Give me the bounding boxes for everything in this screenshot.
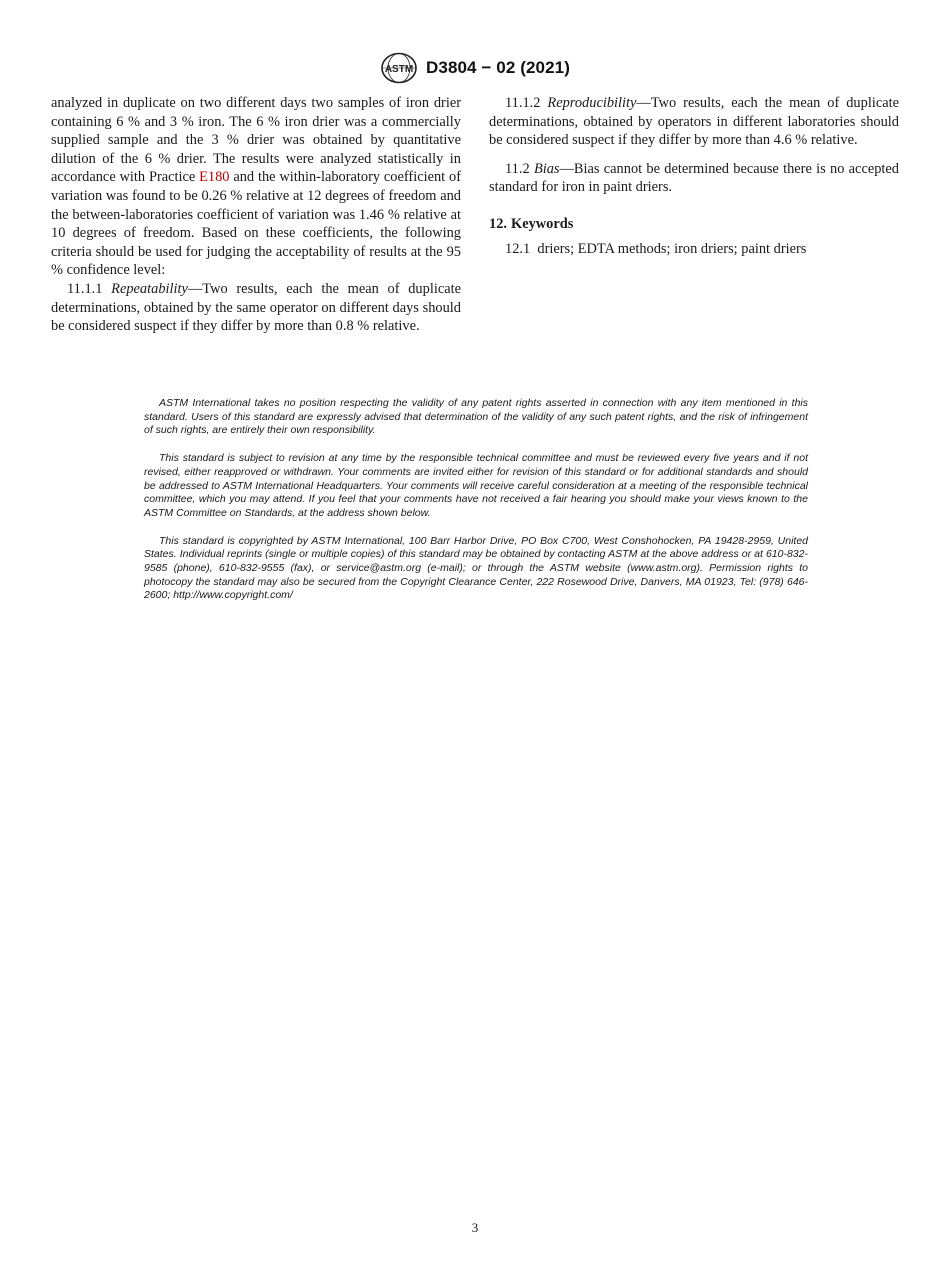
page-number: 3 <box>471 1220 479 1235</box>
revision-notice: This standard is subject to revision at any time by the responsible technical committee and must be reviewed every five years and if not revised, either reapproved or withdrawn. Your comments are invited either for revision of this standard or for additional standards and should be addressed to ASTM International Headquarters. Your comments will receive careful consideration at a meeting of the responsible technical committee, which you may attend. If you feel that your comments have not received a fair hearing you should make your views known to the ASTM Committee on Standards, at the address shown below. <box>144 452 808 519</box>
svg-text:ASTM: ASTM <box>384 64 414 75</box>
reproducibility-paragraph: 11.1.2 Reproducibility—Two results, each the mean of duplicate determinations, obtained by operators in different laboratories should be considered suspect if they differ by more than 4.6 % relative. <box>489 95 899 149</box>
standard-designation: D3804 − 02 (2021) <box>426 58 570 77</box>
legal-notices <box>144 397 808 617</box>
right-column <box>489 94 899 258</box>
repeatability-paragraph: 11.1.1 Repeatability—Two results, each the mean of duplicate determinations, obtained by the same operator on different days should be considered suspect if they differ by more than 0.8 % relative. <box>51 280 461 335</box>
copyright-notice: This standard is copyrighted by ASTM International, 100 Barr Harbor Drive, PO Box C700, West Conshohocken, PA 19428-2959, United States. Individual reprints (single or multiple copies) of this standard may be obtained by contacting ASTM at the above address or at 610-832-9585 (phone), 610-832-9555 (fax), or service@astm.org (e-mail); or through the ASTM website (www.astm.org). Permission rights to photocopy the standard may also be secured from the Copyright Clearance Center, 222 Rosewood Drive, Danvers, MA 01923, Tel: (978) 646-2600; http://www.copyright.com/ <box>144 534 808 602</box>
left-column <box>51 94 461 336</box>
precision-paragraph: analyzed in duplicate on two different days two samples of iron drier containing 6 % and 3 % iron. The 6 % iron drier was a commercially supplied sample and the 3 % drier was obtained by quantitative dilution of the 6 % drier. The results were analyzed statistically in accordance with Practice E180 and the within-laboratory coefficient of variation was found to be 0.26 % relative at 12 degrees of freedom and the between-laboratories coefficient of variation was 1.46 % relative at 10 degrees of freedom. Based on these coefficients, the following criteria should be used for judging the acceptability of results at the 95 % confidence level: <box>51 95 461 279</box>
astm-logo-icon <box>380 52 418 84</box>
bias-paragraph: 11.2 Bias—Bias cannot be determined because there is no accepted standard for iron in paint driers. <box>489 160 899 196</box>
reference-link-e180[interactable]: E180 <box>199 169 230 186</box>
keywords-paragraph: 12.1 driers; EDTA methods; iron driers; paint driers <box>505 240 807 257</box>
page-header <box>0 52 950 84</box>
patent-notice: ASTM International takes no position respecting the validity of any patent rights asserted in connection with any item mentioned in this standard. Users of this standard are expressly advised that determination of the validity of any such patent rights, and the risk of infringement of such rights, are entirely their own responsibility. <box>144 397 808 437</box>
section-heading-keywords: 12. Keywords <box>489 215 574 232</box>
